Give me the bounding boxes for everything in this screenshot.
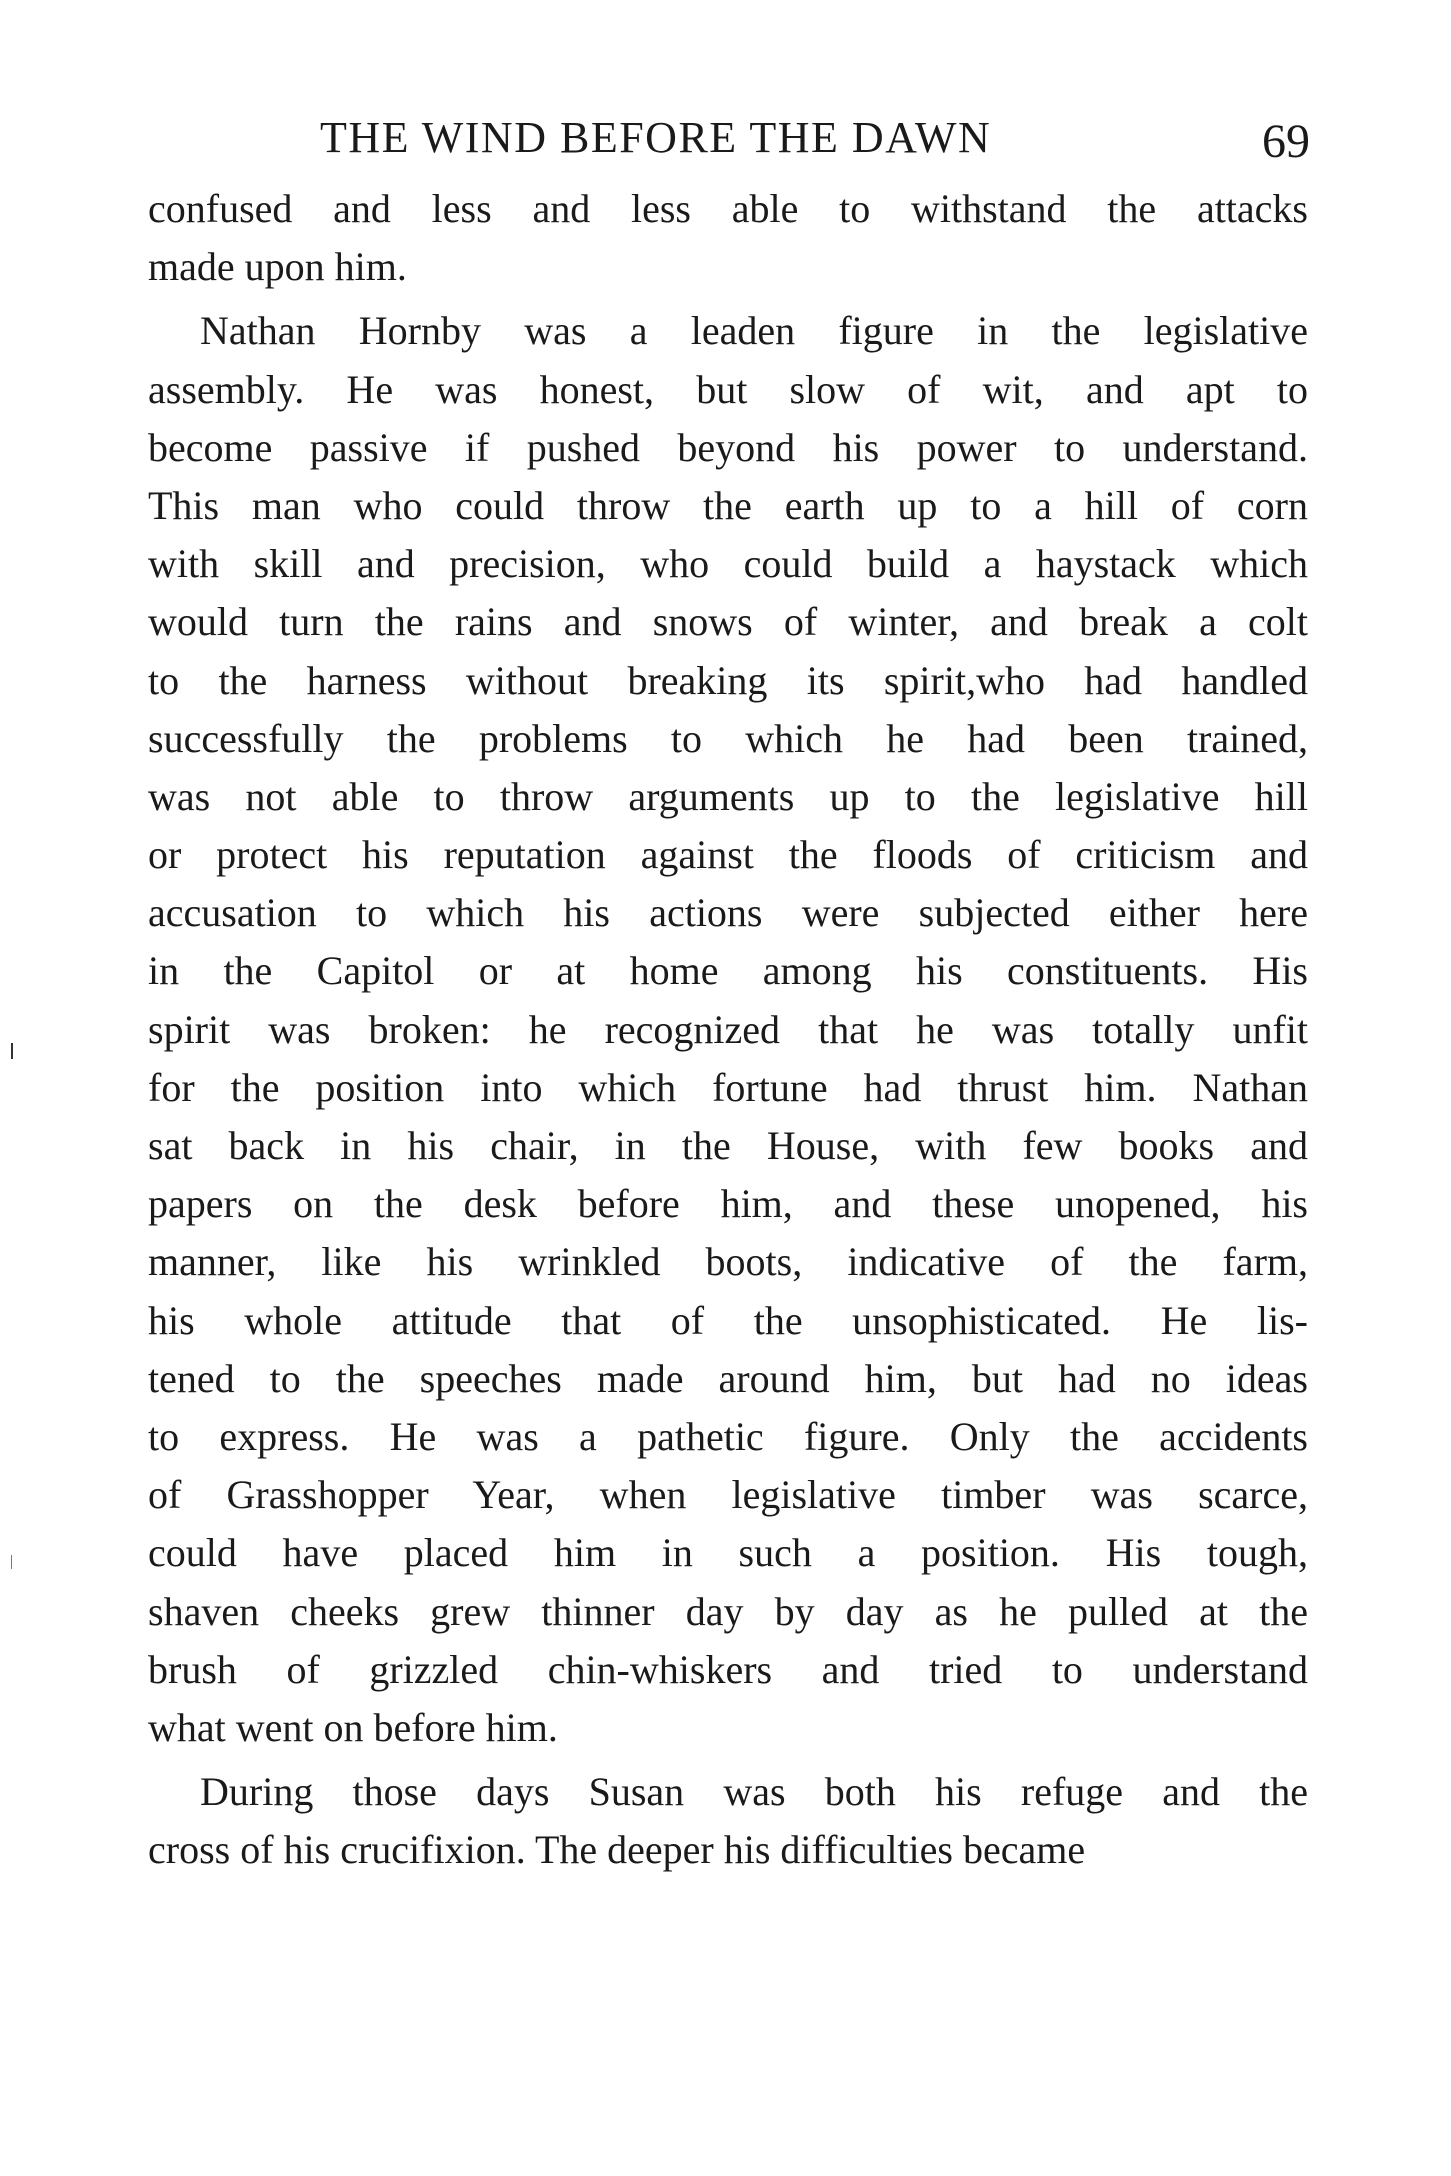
paragraph [148,180,1308,296]
text-line: successfully the problems to which he had been trained, [148,715,1308,761]
text-line: of Grasshopper Year, when legislative timber was scarce, [148,1472,1308,1518]
text-line: shaven cheeks grew thinner day by day as he pulled at the [148,1588,1308,1634]
text-line: manner, like his wrinkled boots, indicative of the farm, [148,1239,1308,1285]
margin-mark [11,1043,13,1059]
running-head [150,112,1310,172]
text-line: to the harness without breaking its spirit,who had handled [148,657,1308,703]
text-line: or protect his reputation against the floods of criticism and [148,832,1308,878]
text-line: was not able to throw arguments up to the legislative hill [148,773,1308,819]
text-line: During those days Susan was both his refuge and the [200,1769,1308,1815]
text-line: Nathan Hornby was a leaden figure in the legislative [200,308,1308,354]
paragraph [148,302,1308,1757]
text-line: in the Capitol or at home among his constituents. His [148,948,1308,994]
text-line: brush of grizzled chin-whiskers and tried to understand [148,1646,1308,1692]
text-line: with skill and precision, who could build a haystack which [148,541,1308,587]
text-line: made upon him. [148,244,407,290]
text-line: his whole attitude that of the unsophisticated. He lis- [148,1297,1308,1343]
text-line: to express. He was a pathetic figure. Only the accidents [148,1413,1308,1459]
text-line: would turn the rains and snows of winter, and break a colt [148,599,1308,645]
text-line: cross of his crucifixion. The deeper his difficulties became [148,1827,1086,1873]
body-text [148,180,1308,1879]
text-line: assembly. He was honest, but slow of wit, and apt to [148,366,1308,412]
margin-mark [11,1555,12,1569]
text-line: tened to the speeches made around him, but had no ideas [148,1355,1308,1401]
text-line: confused and less and less able to withstand the attacks [148,186,1308,231]
running-title: THE WIND BEFORE THE DAWN [320,113,992,162]
paragraph [148,1763,1308,1879]
text-line: This man who could throw the earth up to a hill of corn [148,482,1308,528]
text-line: papers on the desk before him, and these unopened, his [148,1181,1308,1227]
text-line: accusation to which his actions were subjected either here [148,890,1308,936]
text-line: sat back in his chair, in the House, with few books and [148,1123,1308,1168]
text-line: become passive if pushed beyond his power to understand. [148,424,1308,470]
text-line: spirit was broken: he recognized that he was totally unfit [148,1006,1308,1052]
text-line: what went on before him. [148,1704,558,1750]
text-line: could have placed him in such a position. His tough, [148,1530,1308,1576]
page-number: 69 [1262,115,1310,168]
text-line: for the position into which fortune had thrust him. Nathan [148,1064,1308,1110]
